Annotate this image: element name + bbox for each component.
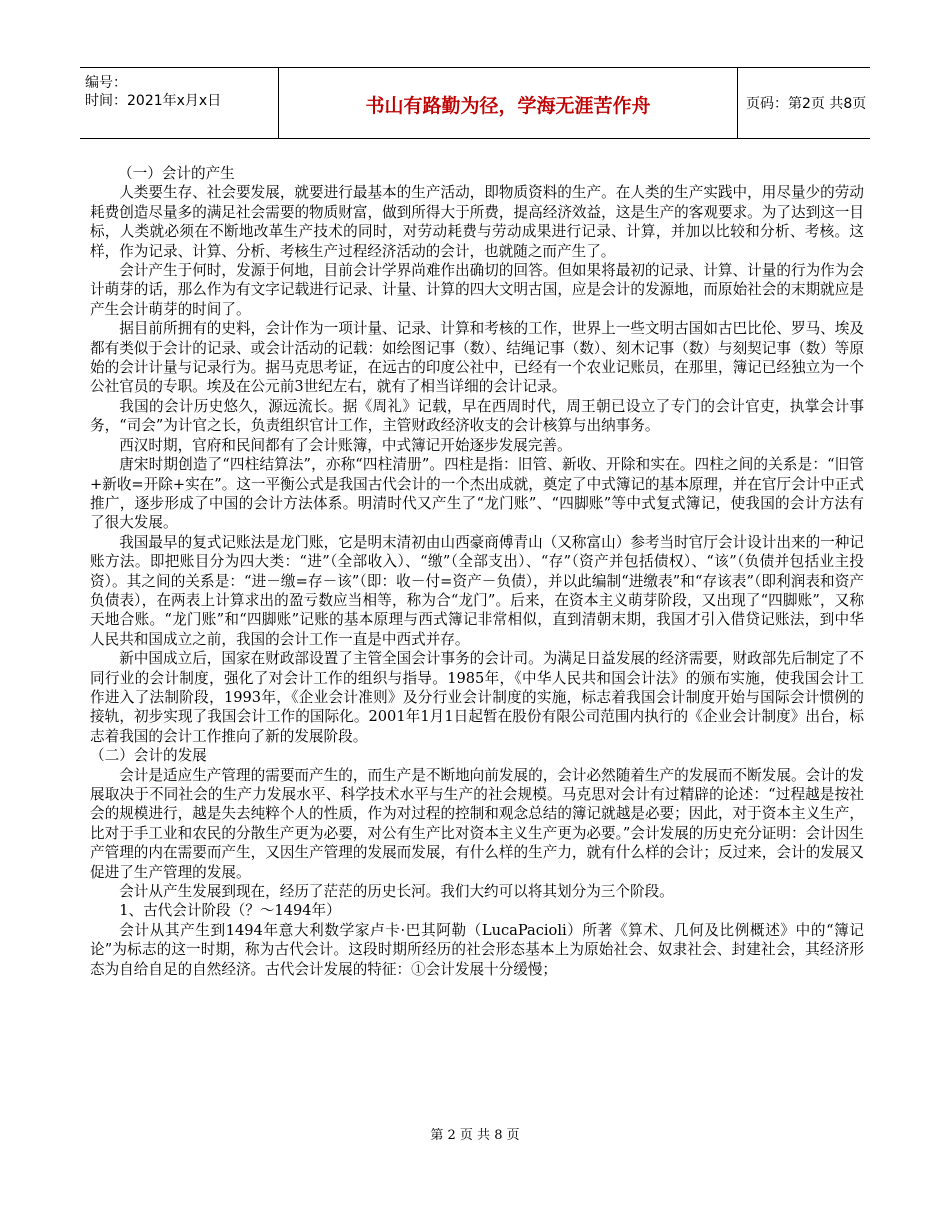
body-paragraph: 我国最早的复式记账法是龙门账，它是明末清初由山西豪商傅青山（又称富山）参考当时官厅会计设计出来的一种记账方法。即把账目分为四大类：“进”（全部收入）、“缴”（全部支出）、“存”（资产并包括债权）、“该”（负债并包括业主投资）。其之间的关系是：“进－缴=存－该”（即：收－付=资产－负债），并以此编制“进缴表”和“存该表”（即利润表和资产负债表），在两表上计算求出的盈亏数应当相等，称为合“龙门”。后来，在资本主义萌芽阶段，又出现了“四脚账”，又称天地合账。“龙门账”和“四脚账”记账的基本原理与西式簿记非常相似，直到清朝末期，我国才引入借贷记账法，到中华人民共和国成立之前，我国的会计工作一直是中西式并存。 (90, 533, 864, 648)
body-paragraph: 人类要生存、社会要发展，就要进行最基本的生产活动，即物质资料的生产。在人类的生产实践中，用尽量少的劳动耗费创造尽量多的满足社会需要的物质财富，做到所得大于所费，提高经济效益，这是生产的客观要求。为了达到这一目标，人类就必须在不断地改革生产技术的同时，对劳动耗费与劳动成果进行记录、计算，并加以比较和分析、考核。这样，作为记录、计算、分析、考核生产过程经济活动的会计，也就随之而产生了。 (90, 184, 864, 260)
header-motto: 书山有路勤为径，学海无涯苦作舟 (365, 95, 651, 117)
page-footer: 第 2 页 共 8 页 (430, 1128, 520, 1143)
body-paragraph: 会计从产生发展到现在，经历了茫茫的历史长河。我们大约可以将其划分为三个阶段。 (119, 883, 674, 901)
body-paragraph: 新中国成立后，国家在财政部设置了主管全国会计事务的会计司。为满足日益发展的经济需要，财政部先后制定了不同行业的会计制度，强化了对会计工作的组织与指导。1985年，《中华人民共和国会计法》的颁布实施，使我国会计工作进入了法制阶段，1993年，《企业会计准则》及分行业会计制度的实施，标志着我国会计制度开始与国际会计惯例的接轨，初步实现了我国会计工作的国际化。2001年1月1日起暂在股份有限公司范围内执行的《企业会计制度》出台，标志着我国的会计工作推向了新的发展阶段。 (90, 650, 864, 745)
body-paragraph: 会计是适应生产管理的需要而产生的，而生产是不断地向前发展的，会计必然随着生产的发展而不断发展。会计的发展取决于不同社会的生产力发展水平、科学技术水平与生产的社会规模。马克思对会计有过精辟的论述：“过程越是按社会的规模进行，越是失去纯粹个人的性质，作为对过程的控制和观念总结的簿记就越是必要；因此，对于资本主义生产，比对于手工业和农民的分散生产更为必要，对公有生产比对资本主义生产更为必要。”会计发展的历史充分证明：会计因生产管理的内在需要而产生，又因生产管理的发展而发展，有什么样的生产力，就有什么样的会计；反过来，会计的发展又促进了生产管理的发展。 (90, 766, 864, 881)
body-paragraph: 会计从其产生到1494年意大利数学家卢卡·巴其阿勒（LucaPacioli）所著《算术、几何及比例概述》中的“簿记论”为标志的这一时期，称为古代会计。这段时期所经历的社会形态基本上为原始社会、奴隶社会、封建社会，其经济形态为自给自足的自然经济。古代会计发展的特征：①会计发展十分缓慢； (90, 921, 864, 978)
section-heading: （二）会计的发展 (90, 747, 207, 765)
body-paragraph: 西汉时期，官府和民间都有了会计账簿，中式簿记开始逐步发展完善。 (119, 436, 572, 454)
body-paragraph: 1、古代会计阶段（？～1494年） (119, 902, 341, 920)
section-heading: （一）会计的产生 (118, 165, 235, 182)
body-paragraph: 会计产生于何时，发源于何地，目前会计学界尚难作出确切的回答。但如果将最初的记录、计算、计量的行为作为会计萌芽的话，那么作为有文字记载进行记录、计量、计算的四大文明古国，应是会计的发源地，而原始社会的末期就应是产生会计萌芽的时间了。 (90, 262, 864, 318)
header-page-info: 页码：第2页 共8页 (746, 96, 867, 112)
body-paragraph: 据目前所拥有的史料，会计作为一项计量、记录、计算和考核的工作，世界上一些文明古国如古巴比伦、罗马、埃及都有类似于会计的记录、或会计活动的记载：如绘图记事（数）、结绳记事（数）、刻木记事（数）与刻契记事（数）等原始的会计计量与记录行为。据马克思考证，在远古的印度公社中，已经有一个农业记账员，在那里，簿记已经独立为一个公社官员的专职。埃及在公元前3世纪左右，就有了相当详细的会计记录。 (90, 320, 864, 396)
serial-number-label: 编号： (85, 75, 127, 91)
header-left-cell (80, 68, 279, 138)
header-motto-cell (279, 68, 738, 138)
document-body (90, 164, 864, 979)
body-paragraph: 我国的会计历史悠久，源远流长。据《周礼》记载，早在西周时代，周王朝已设立了专门的会计官吏，执掌会计事务，“司会”为计官之长，负责组织官计工作，主管财政经济收支的会计核算与出纳事务。 (90, 397, 864, 435)
date-label: 时间：2021年x月x日 (85, 93, 222, 109)
page-header (80, 67, 870, 139)
header-right-cell (738, 68, 870, 138)
body-paragraph: 唐宋时期创造了“四柱结算法”，亦称“四柱清册”。四柱是指：旧管、新收、开除和实在。四柱之间的关系是：“旧管+新收=开除+实在”。这一平衡公式是我国古代会计的一个杰出成就，奠定了中式簿记的基本原理，并在官厅会计中正式推广，逐步形成了中国的会计方法体系。明清时代又产生了“龙门账”、“四脚账”等中式复式簿记，使我国的会计方法有了很大发展。 (90, 456, 864, 532)
